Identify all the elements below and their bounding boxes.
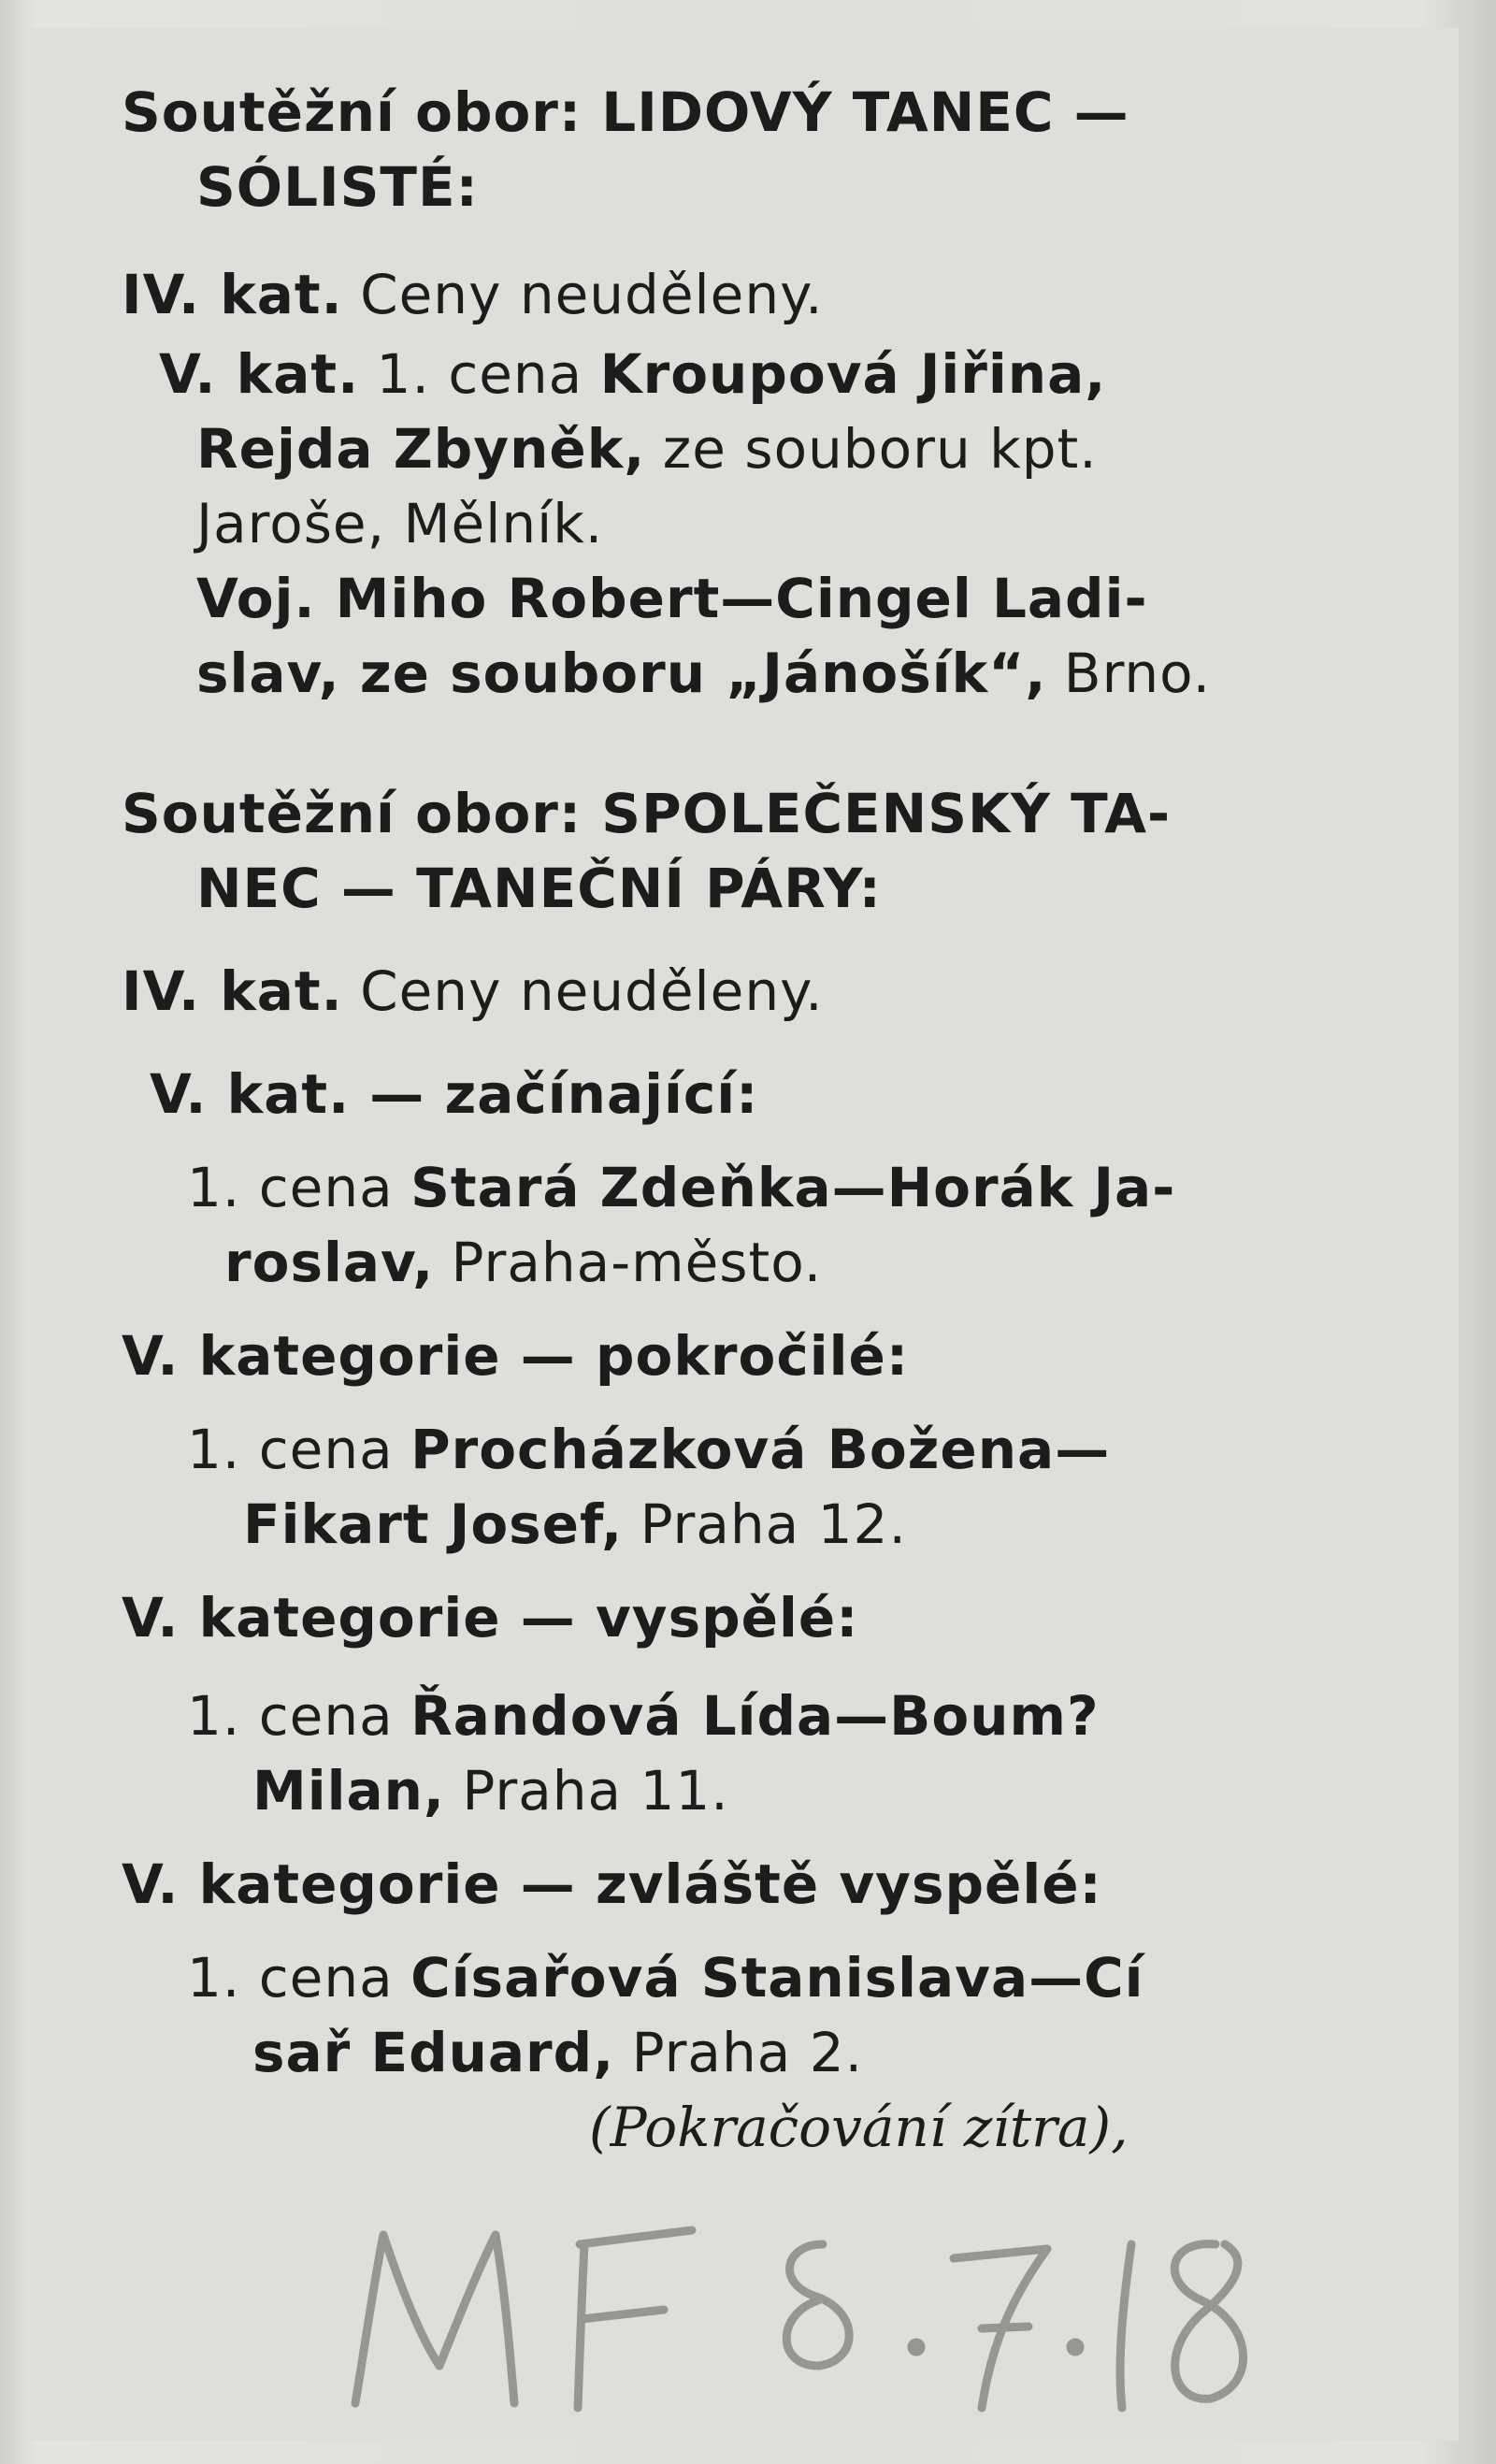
continued-note: (Pokračování zítra),	[589, 2096, 1129, 2159]
result-text: ze souboru kpt.	[662, 417, 1098, 481]
result-text: Ceny neuděleny.	[360, 263, 824, 326]
result-line	[196, 636, 1211, 711]
result-line	[122, 257, 824, 332]
prize-label: 1. cena	[187, 1418, 394, 1481]
winner-name: Rejda Zbyněk,	[196, 417, 646, 481]
winner-name: Procházková Božena—	[410, 1418, 1111, 1481]
result-line	[196, 561, 1148, 636]
winner-name: Řandová Lída—Boum?	[410, 1684, 1100, 1748]
result-text: Jaroše, Mělník.	[196, 492, 604, 555]
category-label: V. kat. — začínající:	[150, 1062, 759, 1126]
result-line	[122, 954, 824, 1029]
result-text: Ceny neuděleny.	[360, 959, 824, 1023]
result-line	[187, 1412, 1110, 1487]
winner-name: Milan,	[252, 1759, 445, 1823]
prize-label: 1. cena	[187, 1946, 394, 2010]
winner-name: Fikart Josef,	[243, 1492, 624, 1556]
prize-label: 1. cena	[187, 1684, 394, 1748]
category-label: IV. kat.	[122, 263, 343, 326]
result-line	[243, 1487, 907, 1562]
handwritten-annotation	[337, 2207, 1318, 2422]
result-line	[187, 1679, 1100, 1753]
prize-label: 1. cena	[376, 342, 583, 406]
result-text: Brno.	[1063, 641, 1212, 705]
result-line	[196, 486, 603, 561]
result-line	[224, 1225, 822, 1300]
category-label: V. kat.	[159, 342, 360, 406]
section-heading-folk-dance: Soutěžní obor: LIDOVÝ TANEC —	[122, 80, 1129, 144]
result-line	[252, 2015, 863, 2090]
category-label: V. kategorie — zvláště vyspělé:	[122, 1852, 1102, 1916]
category-label: IV. kat.	[122, 959, 343, 1023]
result-text: Praha 11.	[462, 1759, 729, 1823]
winner-name: Kroupová Jiřina,	[599, 342, 1107, 406]
category-label: V. kategorie — pokročilé:	[122, 1324, 910, 1388]
result-line	[196, 411, 1098, 486]
category-label: V. kategorie — vyspělé:	[122, 1586, 859, 1650]
result-line	[159, 337, 1106, 411]
result-line	[187, 1150, 1175, 1225]
paper-clipping	[28, 28, 1459, 2441]
winner-name: roslav,	[224, 1231, 435, 1294]
winner-name: Císařová Stanislava—Cí	[410, 1946, 1144, 2010]
result-text: Praha 2.	[631, 2021, 864, 2084]
winner-name: Voj. Miho Robert—Cingel Ladi-	[196, 567, 1148, 630]
result-text: Praha 12.	[640, 1492, 907, 1556]
prize-label: 1. cena	[187, 1156, 394, 1219]
result-line	[187, 1940, 1144, 2015]
section-heading-folk-dance-cont: SÓLISTÉ:	[196, 155, 479, 219]
result-line	[252, 1753, 729, 1828]
section-heading-ballroom-dance: Soutěžní obor: SPOLEČENSKÝ TA-	[122, 782, 1172, 845]
section-heading-ballroom-dance-cont: NEC — TANEČNÍ PÁRY:	[196, 857, 882, 920]
result-text: Praha-město.	[451, 1231, 823, 1294]
winner-name: slav, ze souboru „Jánošík“,	[196, 641, 1047, 705]
winner-name: Stará Zdeňka—Horák Ja-	[410, 1156, 1176, 1219]
winner-name: sař Eduard,	[252, 2021, 615, 2084]
